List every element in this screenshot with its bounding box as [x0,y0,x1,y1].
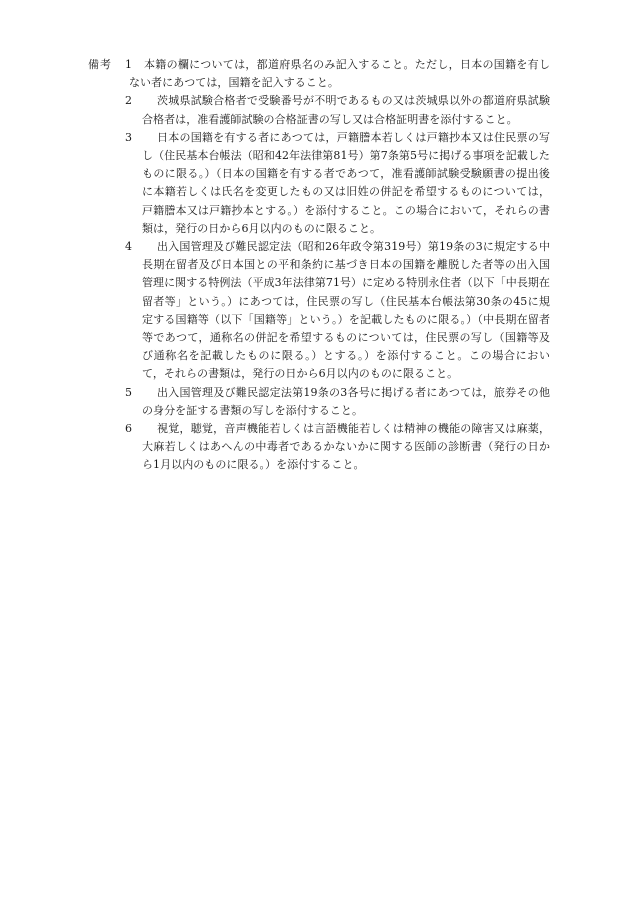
remark-item-1 [88,56,550,92]
remark-item-3 [88,129,550,238]
remark-text: 視覚，聴覚，音声機能若しくは言語機能若しくは精神の機能の障害又は麻薬，大麻若しくはあへんの中毒者であるかないかに関する医師の診断書（発行の日から1月以内のものに限る。）を添付すること。 [142,422,550,472]
remark-item-2 [88,92,550,128]
remark-item-6 [88,420,550,475]
remark-number: 1 [125,58,133,71]
remark-number: 5 [125,385,133,399]
remarks-section [88,56,550,475]
remark-item-5 [88,384,550,420]
remark-number: 2 [125,94,133,108]
remarks-heading: 備考 [88,58,112,71]
remarks-list [88,56,550,475]
remark-text: 本籍の欄については，都道府県名のみ記入すること。ただし，日本の国籍を有しない者にあつては，国籍を記入すること。 [129,58,550,90]
remark-text: 日本の国籍を有する者にあつては，戸籍謄本若しくは戸籍抄本又は住民票の写し（住民基本台帳法（昭和42年法律第81号）第7条第5号に掲げる事項を記載したものに限る。）（日本の国籍を有する者であつて，准看護師試験受験願書の提出後に本籍若しくは氏名を変更したもの又は旧姓の併記を希望するものについては，戸籍謄本又は戸籍抄本とする。）を添付すること。この場合において，それらの書類は，発行の日から6月以内のものに限ること。 [142,130,550,235]
remark-number: 3 [125,130,133,144]
remark-number: 4 [125,240,133,254]
remark-item-4 [88,238,550,384]
remark-text: 出入国管理及び難民認定法第19条の3各号に掲げる者にあつては，旅券その他の身分を証する書類の写しを添付すること。 [142,385,550,417]
remark-text: 出入国管理及び難民認定法（昭和26年政令第319号）第19条の3に規定する中長期在留者及び日本国との平和条約に基づき日本の国籍を離脱した者等の出入国管理に関する特例法（平成3年法律第71号）に定める特別永住者（以下「中長期在留者等」という。）にあつては，住民票の写し（住民基本台帳法第30条の45に規定する国籍等（以下「国籍等」という。）を記載したものに限る。）（中長期在留者等であつて，通称名の併記を希望するものについては，住民票の写し（国籍等及び通称名を記載したものに限る。）とする。）を添付すること。この場合において，それらの書類は，発行の日から6月以内のものに限ること。 [142,240,550,381]
remark-number: 6 [125,422,133,436]
remark-text: 茨城県試験合格者で受験番号が不明であるもの又は茨城県以外の都道府県試験合格者は，准看護師試験の合格証書の写し又は合格証明書を添付すること。 [142,94,550,126]
